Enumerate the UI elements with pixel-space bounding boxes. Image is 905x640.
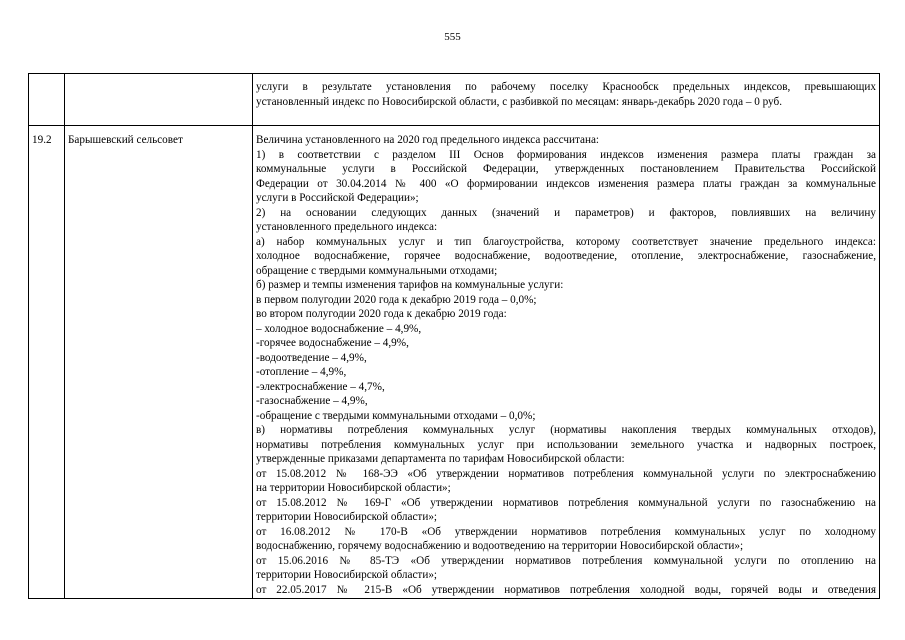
text-line: от 22.05.2017 № 215-В «Об утверждении нормативов потребления холодной воды, горячей воды и отведения (256, 583, 876, 596)
text-line: -водоотведение – 4,9%, (256, 351, 367, 364)
text-line: -газоснабжение – 4,9%, (256, 395, 368, 407)
text-line: 2) на основании следующих данных (значений и параметров) и факторов, повлиявших на величину (256, 206, 876, 219)
text-line: услуги в Российской Федерации»; (256, 192, 419, 204)
text-line: от 15.08.2012 № 169-Г «Об утверждении нормативов потребления коммунальной услуги по газоснабжению на (256, 496, 876, 509)
tariff-index-table (28, 73, 880, 599)
table-body (29, 74, 880, 599)
text-line: в) нормативы потребления коммунальных услуг (нормативы накопления твердых коммунальных отходов), (256, 424, 876, 436)
text-line: от 16.08.2012 № 170-В «Об утверждении нормативов потребления коммунальных услуг по холодному (256, 525, 876, 538)
table-row (29, 126, 880, 599)
text-line: от 15.08.2012 № 168-ЭЭ «Об утверждении нормативов потребления коммунальной услуги по электроснабжению (256, 467, 876, 480)
text-line: обращение с твердыми коммунальными отходами; (256, 264, 498, 277)
text-line: коммунальные услуги в Российской Федерации, утвержденных постановлением Правительства Российской (256, 163, 876, 175)
text-line: территории Новосибирской области»; (256, 511, 438, 523)
page-number: 555 (444, 31, 461, 43)
text-line: -горячее водоснабжение – 4,9%, (256, 337, 409, 349)
description-cell (253, 126, 880, 599)
text-line: утвержденные приказами департамента по тарифам Новосибирской области: (256, 453, 625, 465)
text-line: услуги в результате установления по рабочему поселку Краснообск предельных индексов, превышающих (256, 81, 876, 93)
text-line: Величина установленного на 2020 год предельного индекса рассчитана: (256, 134, 600, 146)
row-number-cell (29, 74, 65, 126)
text-line: а) набор коммунальных услуг и тип благоустройства, которому соответствует значение предельного индекса: (256, 235, 876, 248)
row-number-cell: 19.2 (29, 126, 65, 599)
text-line: – холодное водоснабжение – 4,9%, (256, 322, 422, 335)
description-cell (253, 74, 880, 126)
municipality-name-cell (65, 74, 253, 126)
text-line: -отопление – 4,9%, (256, 366, 347, 378)
text-line: -электроснабжение – 4,7%, (256, 380, 385, 393)
text-line: во втором полугодии 2020 года к декабрю 2019 года: (256, 308, 507, 320)
text-line: б) размер и темпы изменения тарифов на коммунальные услуги: (256, 279, 564, 291)
text-line: 1) в соответствии с разделом III Основ формирования индексов изменения размера платы граждан за (256, 148, 876, 161)
text-line: территории Новосибирской области»; (256, 569, 438, 581)
text-line: от 15.06.2016 № 85-ТЭ «Об утверждении нормативов потребления коммунальной услуги по отоплению на (256, 554, 876, 567)
text-line: установленного предельного индекса: (256, 221, 438, 233)
text-line: холодное водоснабжение, горячее водоснабжение, водоотведение, отопление, электроснабжение, газоснабжение, (256, 250, 876, 262)
text-line: на территории Новосибирской области»; (256, 482, 451, 494)
text-line: Федерации от 30.04.2014 № 400 «О формировании индексов изменения размера платы граждан за коммунальные (256, 177, 876, 190)
text-line: -обращение с твердыми коммунальными отходами – 0,0%; (256, 409, 536, 422)
municipality-name-cell: Барышевский сельсовет (65, 126, 253, 599)
text-line: водоснабжению, горячему водоснабжению и водоотведению на территории Новосибирской области»; (256, 540, 744, 552)
text-line: установленный индекс по Новосибирской области, с разбивкой по месяцам: январь-декабрь 2020 года – 0 руб. (256, 95, 782, 108)
text-line: нормативы потребления коммунальных услуг при использовании земельного участка и надворных построек, (256, 438, 876, 451)
table-row (29, 74, 880, 126)
text-line: в первом полугодии 2020 года к декабрю 2019 года – 0,0%; (256, 293, 537, 306)
